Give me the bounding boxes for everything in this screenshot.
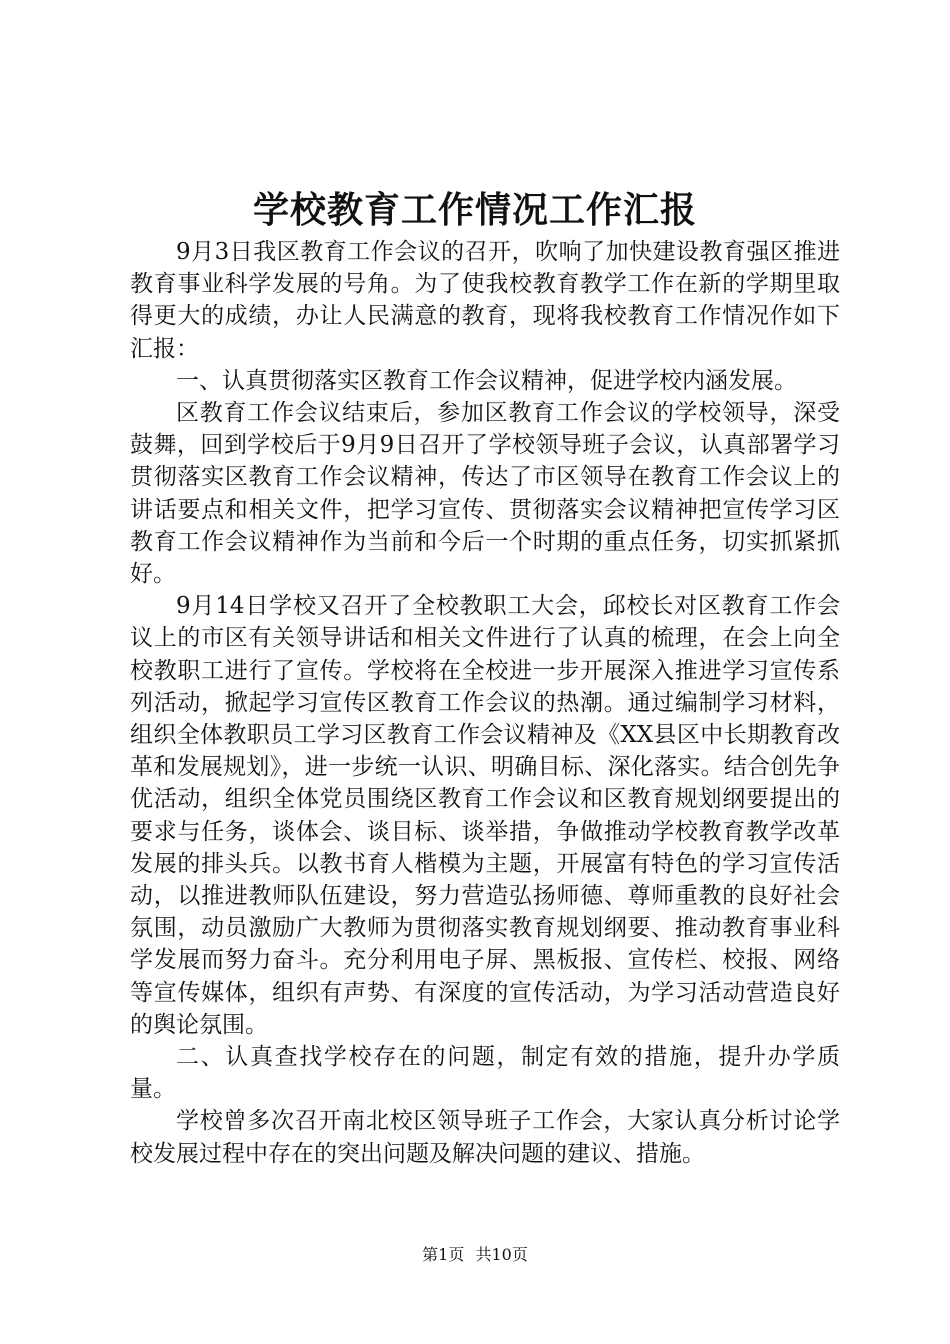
section-heading-1: 一、认真贯彻落实区教育工作会议精神，促进学校内涵发展。	[176, 367, 797, 394]
page-number-current: 第1页	[422, 1245, 465, 1264]
paragraph-problems: 学校曾多次召开南北校区领导班子工作会，大家认真分析讨论学校发展过程中存在的突出问题及解决问题的建议、措施。	[130, 1108, 840, 1167]
paragraph-intro: 9月3日我区教育工作会议的召开，吹响了加快建设教育强区推进教育事业科学发展的号角。为了使我校教育教学工作在新的学期里取得更大的成绩，办让人民满意的教育，现将我校教育工作情况作如下汇报：	[130, 239, 840, 362]
section-heading-2: 二、认真查找学校存在的问题，制定有效的措施，提升办学质量。	[130, 1044, 840, 1103]
document-body	[130, 236, 840, 1170]
paragraph-staff-assembly: 9月14日学校又召开了全校教职工大会，邱校长对区教育工作会议上的市区有关领导讲话和相关文件进行了认真的梳理，在会上向全校教职工进行了宣传。学校将在全校进一步开展深入推进学习宣传系列活动，掀起学习宣传区教育工作会议的热潮。通过编制学习材料，组织全体教职员工学习区教育工作会议精神及《XX县区中长期教育改革和发展规划》，进一步统一认识、明确目标、深化落实。结合创先争优活动，组织全体党员围绕区教育工作会议和区教育规划纲要提出的要求与任务，谈体会、谈目标、谈举措，争做推动学校教育教学改革发展的排头兵。以教书育人楷模为主题，开展富有特色的学习宣传活动，以推进教师队伍建设，努力营造弘扬师德、尊师重教的良好社会氛围，动员激励广大教师为贯彻落实教育规划纲要、推动教育事业科学发展而努力奋斗。充分利用电子屏、黑板报、宣传栏、校报、网络等宣传媒体，组织有声势、有深度的宣传活动，为学习活动营造良好的舆论氛围。	[130, 593, 840, 1038]
paragraph-meeting: 区教育工作会议结束后，参加区教育工作会议的学校领导，深受鼓舞，回到学校后于9月9日召开了学校领导班子会议，认真部署学习贯彻落实区教育工作会议精神，传达了市区领导在教育工作会议上的讲话要点和相关文件，把学习宣传、贯彻落实会议精神把宣传学习区教育工作会议精神作为当前和今后一个时期的重点任务，切实抓紧抓好。	[130, 400, 840, 588]
page-number-total: 共10页	[475, 1245, 528, 1264]
page-footer	[0, 1244, 950, 1266]
document-title: 学校教育工作情况工作汇报	[252, 189, 697, 231]
